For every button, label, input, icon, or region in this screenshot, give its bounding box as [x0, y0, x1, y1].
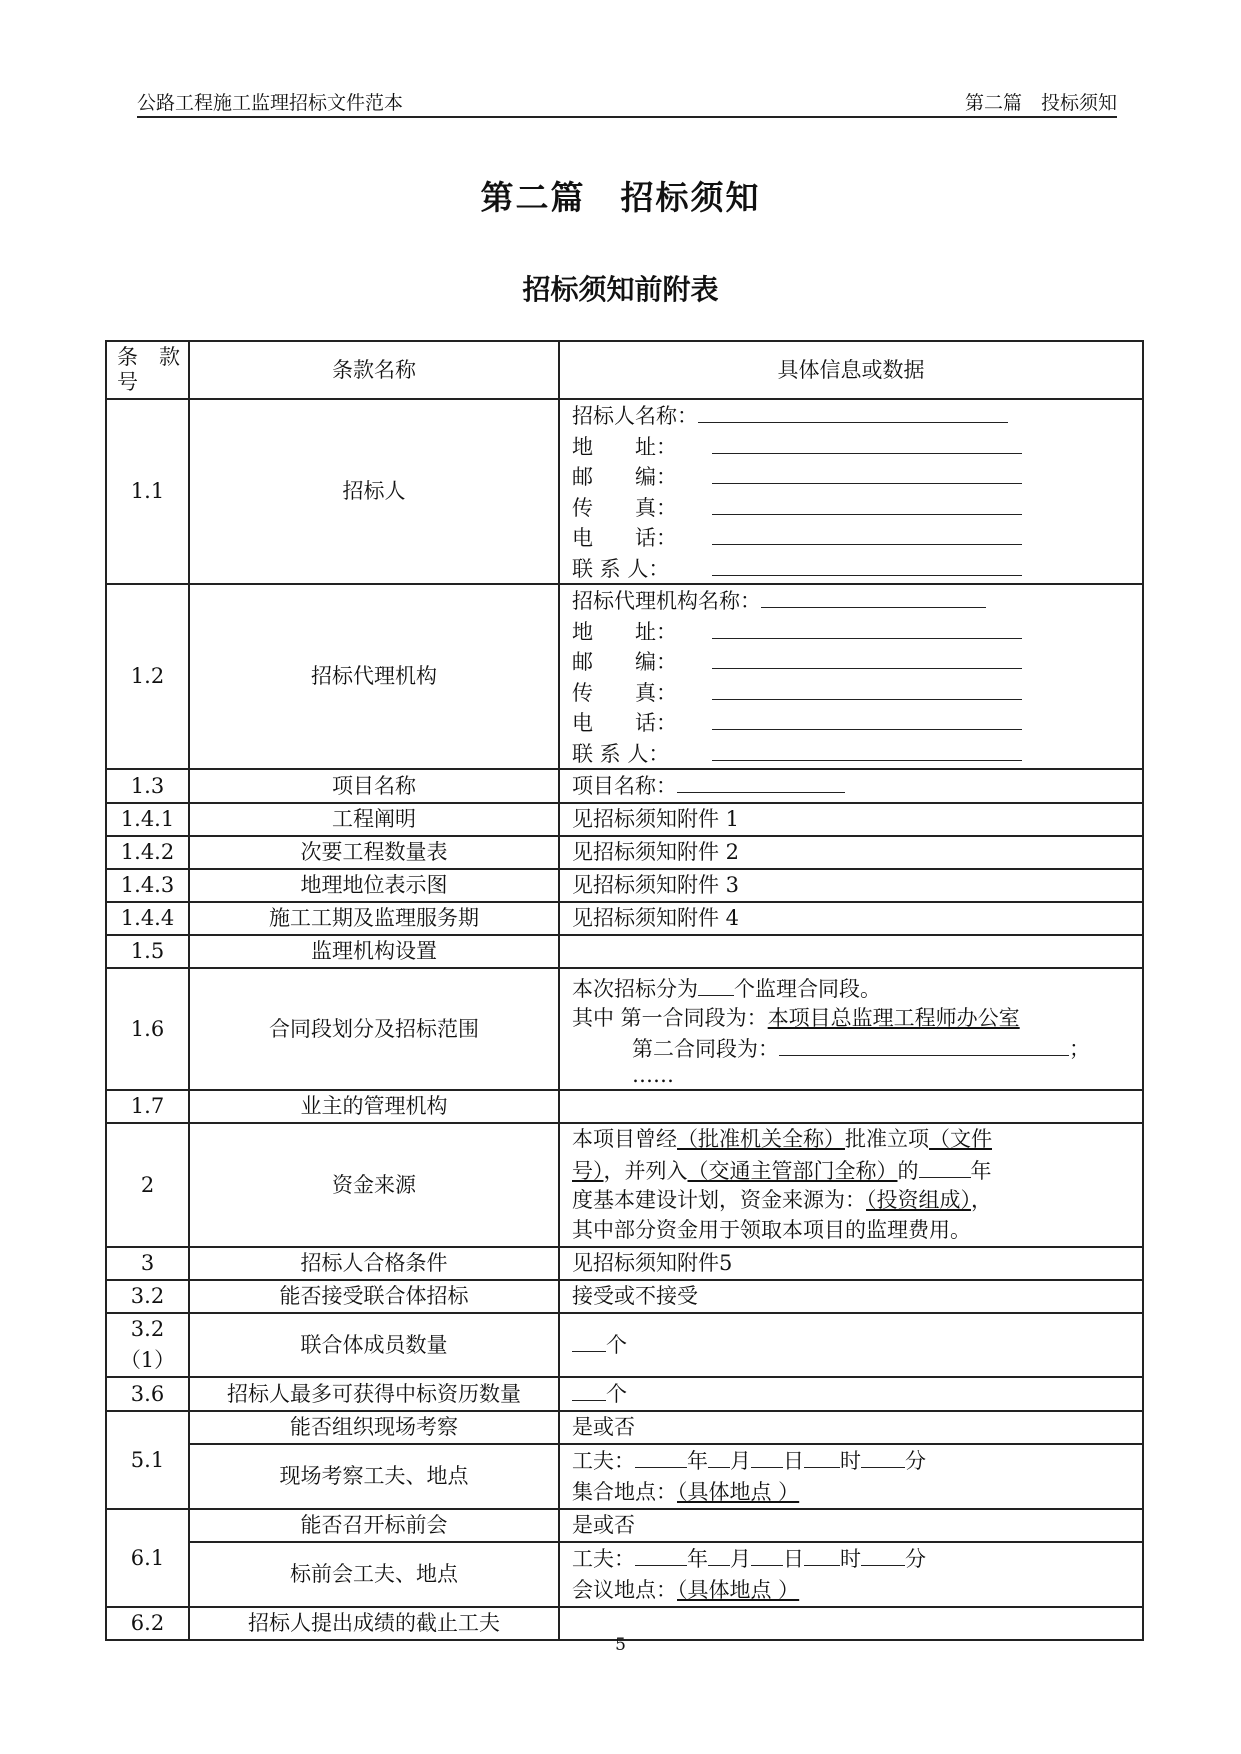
- page-number: 5: [615, 1635, 626, 1655]
- bidder-info-cell: 招标人名称： 地 址： 邮 编： 传 真： 电 话： 联 系 人：: [559, 399, 1143, 584]
- table-row: 1.2 招标代理机构 招标代理机构名称： 地 址： 邮 编： 传 真： 电 话： 联 系 人：: [106, 584, 1143, 769]
- pre-attached-table: [105, 340, 1144, 1641]
- table-header-row: [106, 341, 1143, 399]
- table-row: 1.7 业主的管理机构: [106, 1090, 1143, 1123]
- col-header-name: 条款名称: [189, 341, 559, 399]
- page-header: [137, 86, 1117, 118]
- header-left: 公路工程施工监理招标文件范本: [137, 92, 404, 114]
- table-row: 5.1 能否组织现场考察 是或否: [106, 1411, 1143, 1444]
- table-row: 3.6 招标人最多可获得中标资历数量 个: [106, 1377, 1143, 1411]
- pre-bid-meeting-time-cell: 工夫： 年 月 日 时 分 会议地点：（具体地点 ）: [559, 1542, 1143, 1607]
- table-row: 3 招标人合格条件 见招标须知附件5: [106, 1247, 1143, 1280]
- table-row: 现场考察工夫、地点 工夫： 年 月 日 时 分 集合地点：（具体地点 ）: [106, 1444, 1143, 1509]
- table-row: 标前会工夫、地点 工夫： 年 月 日 时 分 会议地点：（具体地点 ）: [106, 1542, 1143, 1607]
- table-title: 招标须知前附表: [522, 273, 719, 306]
- table-row: 3.2 能否接受联合体招标 接受或不接受: [106, 1280, 1143, 1313]
- table-row: 1.5 监理机构设置: [106, 935, 1143, 968]
- site-visit-time-cell: 工夫： 年 月 日 时 分 集合地点：（具体地点 ）: [559, 1444, 1143, 1509]
- contract-section-cell: 本次招标分为 个监理合同段。 其中 第一合同段为：本项目总监理工程师办公室 第二合同段为： ； ……: [559, 968, 1143, 1090]
- col-header-no: 条 款 号: [106, 341, 189, 399]
- table-row: 1.6 合同段划分及招标范围 本次招标分为 个监理合同段。 其中 第一合同段为：本项目总监理工程师办公室 第二合同段为： ； ……: [106, 968, 1143, 1090]
- table-row: 1.4.1 工程阐明 见招标须知附件 1: [106, 803, 1143, 836]
- funding-source-cell: 本项目曾经（批准机关全称）批准立项（文件 号），并列入（交通主管部门全称）的 年 度基本建设计划，资金来源为：（投资组成）， 其中部分资金用于领取本项目的监理费用。: [559, 1123, 1143, 1247]
- table-row: 6.1 能否召开标前会 是或否: [106, 1509, 1143, 1542]
- table-row: 1.4.3 地理地位表示图 见招标须知附件 3: [106, 869, 1143, 902]
- header-right: 第二篇 投标须知: [964, 92, 1117, 114]
- page-title: 第二篇 招标须知: [480, 178, 761, 217]
- table-row: 3.2（1） 联合体成员数量 个: [106, 1313, 1143, 1377]
- table-row: 1.4.2 次要工程数量表 见招标须知附件 2: [106, 836, 1143, 869]
- col-header-info: 具体信息或数据: [559, 341, 1143, 399]
- agency-info-cell: 招标代理机构名称： 地 址： 邮 编： 传 真： 电 话： 联 系 人：: [559, 584, 1143, 769]
- table-row: 1.4.4 施工工期及监理服务期 见招标须知附件 4: [106, 902, 1143, 935]
- table-row: 1.3 项目名称 项目名称：: [106, 769, 1143, 803]
- table-row: 1.1 招标人 招标人名称： 地 址： 邮 编： 传 真： 电 话： 联 系 人：: [106, 399, 1143, 584]
- table-row: 2 资金来源 本项目曾经（批准机关全称）批准立项（文件 号），并列入（交通主管部门全称）的 年 度基本建设计划，资金来源为：（投资组成）， 其中部分资金用于领取本项目的监理费用。: [106, 1123, 1143, 1247]
- table-row: 6.2 招标人提出成绩的截止工夫: [106, 1607, 1143, 1640]
